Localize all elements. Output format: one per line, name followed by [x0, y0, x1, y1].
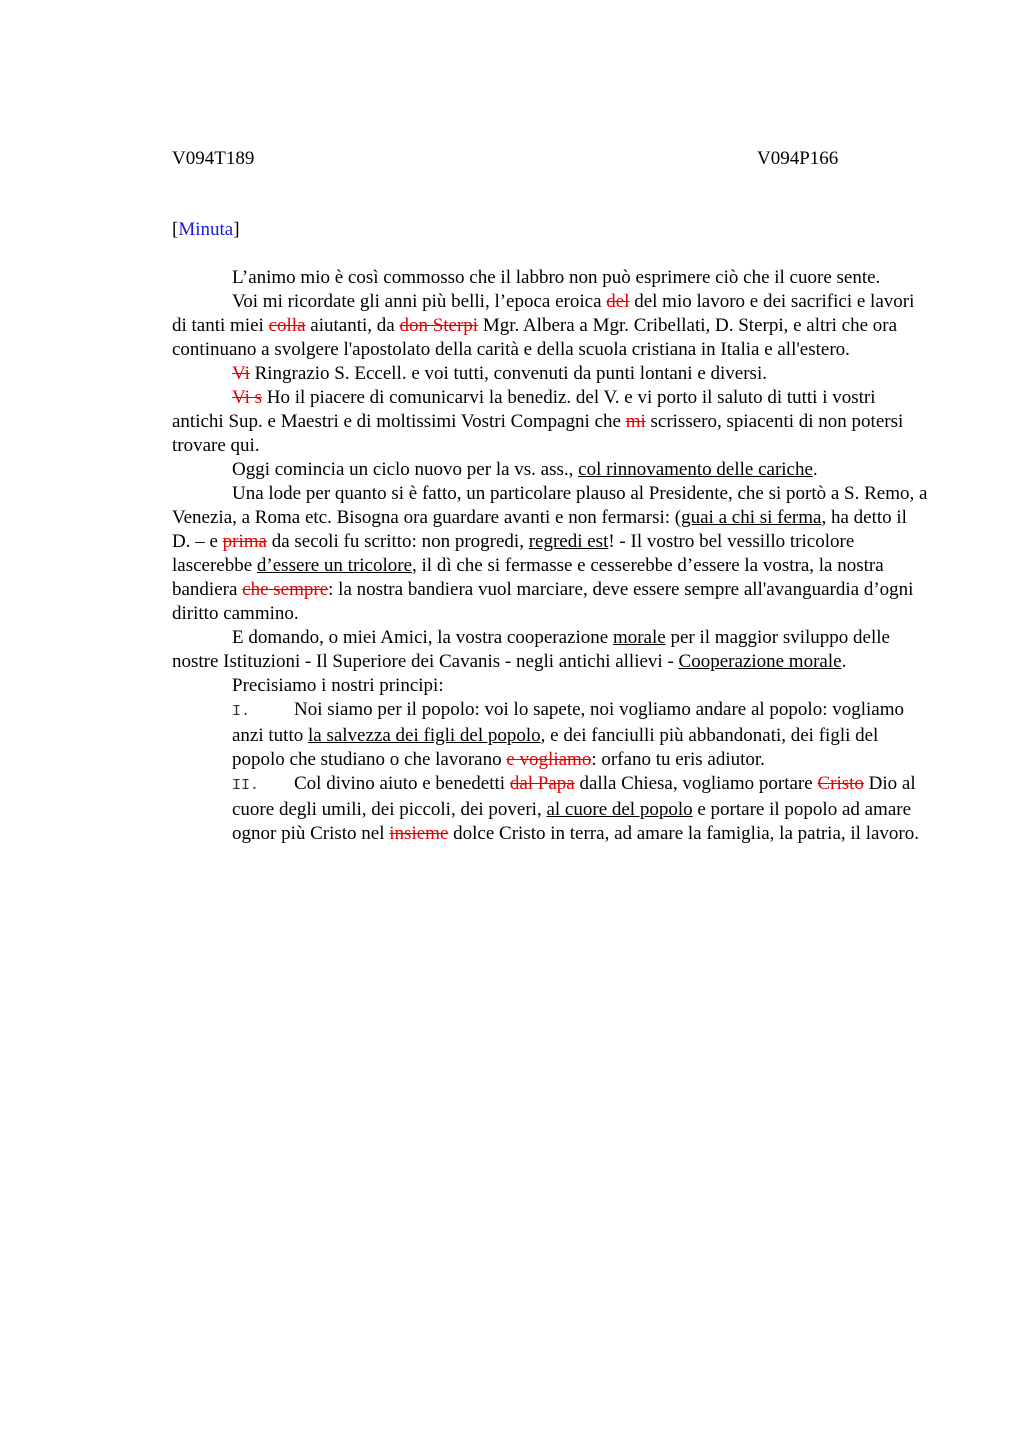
- deletion: Vi s: [232, 387, 263, 408]
- text: del mio lavoro e dei sacrifici e lavori di tanti miei: [172, 291, 915, 336]
- text: ! - Il vostro bel vessillo tricolore lascerebbe: [172, 531, 855, 576]
- underlined-text: morale: [612, 627, 666, 648]
- text: per il maggior sviluppo delle nostre Istituzioni - Il Superiore dei Cavanis - negli antichi allievi -: [172, 627, 890, 672]
- text: Noi siamo per il popolo: voi lo sapete, noi vogliamo andare al popolo: vogliamo anzi tutto: [232, 699, 905, 746]
- underlined-text: Cooperazione morale: [678, 651, 842, 672]
- paragraph-2: [172, 290, 928, 362]
- deletion: insieme: [389, 823, 449, 844]
- paragraph-1: [172, 266, 928, 290]
- text: Dio al cuore degli umili, dei piccoli, dei poveri,: [232, 773, 916, 820]
- text: .: [812, 459, 818, 480]
- text: Precisiamo i nostri principi:: [232, 675, 444, 696]
- text: da secoli fu scritto: non progredi,: [266, 531, 529, 552]
- document-code-right: V094P166: [757, 148, 839, 169]
- item-number: I.: [232, 703, 251, 720]
- text: Mgr. Albera a Mgr. Cribellati, D. Sterpi, e altri che ora continuano a svolgere l'apostolato della carità e della scuola cristiana in Italia e all'estero.: [172, 315, 898, 360]
- underlined-text: la salvezza dei figli del popolo: [307, 725, 541, 746]
- paragraph-3: [172, 362, 928, 386]
- text: E domando, o miei Amici, la vostra cooperazione: [232, 627, 613, 648]
- text: L’animo mio è così commosso che il labbro non può esprimere ciò che il cuore sente.: [232, 267, 881, 288]
- text: Ringrazio S. Eccell. e voi tutti, convenuti da punti lontani e diversi.: [249, 363, 767, 384]
- text: : orfano tu eris adiutor.: [591, 749, 765, 770]
- bracket-close: ]: [233, 219, 240, 240]
- deletion: che sempre: [242, 579, 329, 600]
- paragraph-5: [172, 458, 928, 482]
- bracket-open: [: [172, 219, 179, 240]
- principle-item-1: [232, 698, 928, 772]
- deletion: dal Papa: [509, 773, 575, 794]
- minuta-word: Minuta: [178, 219, 234, 240]
- paragraph-4: [172, 386, 928, 458]
- underlined-text: guai a chi si ferma: [681, 507, 822, 528]
- deletion: colla: [268, 315, 306, 336]
- deletion: del: [606, 291, 630, 312]
- minuta-label: [172, 218, 240, 242]
- deletion: Vi: [232, 363, 250, 384]
- deletion: Cristo: [817, 773, 864, 794]
- text: , il dì che si fermasse e cesserebbe d’essere la vostra, la nostra bandiera: [172, 555, 884, 600]
- text: , e dei fanciulli più abbandonati, dei figli del popolo che studiano o che lavorano: [232, 725, 879, 770]
- deletion: e vogliamo: [506, 749, 592, 770]
- underlined-text: d’essere un tricolore: [256, 555, 413, 576]
- text: : la nostra bandiera vuol marciare, deve essere sempre all'avanguardia d’ogni diritto cammino.: [172, 579, 914, 624]
- paragraph-6: [172, 482, 928, 626]
- deletion: don Sterpi: [399, 315, 479, 336]
- text: e portare il popolo ad amare ognor più Cristo nel: [232, 799, 912, 844]
- text: aiutanti, da: [305, 315, 400, 336]
- text: Voi mi ricordate gli anni più belli, l’epoca eroica: [232, 291, 607, 312]
- underlined-text: regredi est: [528, 531, 609, 552]
- underlined-text: col rinnovamento delle cariche: [578, 459, 813, 480]
- underlined-text: al cuore del popolo: [546, 799, 693, 820]
- text: Una lode per quanto si è fatto, un particolare plauso al Presidente, che si portò a S. Remo, a Venezia, a Roma etc. Bisogna ora guardare avanti e non fermarsi: (: [172, 483, 928, 528]
- principle-item-2: [232, 772, 928, 846]
- paragraph-8: [232, 674, 928, 698]
- deletion: prima: [222, 531, 267, 552]
- text: scrissero, spiacenti di non potersi trovare qui.: [172, 411, 904, 456]
- document-body: [172, 266, 928, 846]
- text: , ha detto il D. – e: [172, 507, 907, 552]
- text: Col divino aiuto e benedetti: [294, 773, 510, 794]
- text: dalla Chiesa, vogliamo portare: [574, 773, 818, 794]
- text: dolce Cristo in terra, ad amare la famiglia, la patria, il lavoro.: [448, 823, 919, 844]
- document-code-left: V094T189: [172, 148, 255, 169]
- paragraph-7: [172, 626, 928, 674]
- text: .: [841, 651, 847, 672]
- item-number: II.: [232, 777, 260, 794]
- text: Ho il piacere di comunicarvi la benediz. del V. e vi porto il saluto di tutti i vostri antichi Sup. e Maestri e di moltissimi Vostri Compagni che: [172, 387, 876, 432]
- deletion: mi: [625, 411, 646, 432]
- text: Oggi comincia un ciclo nuovo per la vs. ass.,: [232, 459, 579, 480]
